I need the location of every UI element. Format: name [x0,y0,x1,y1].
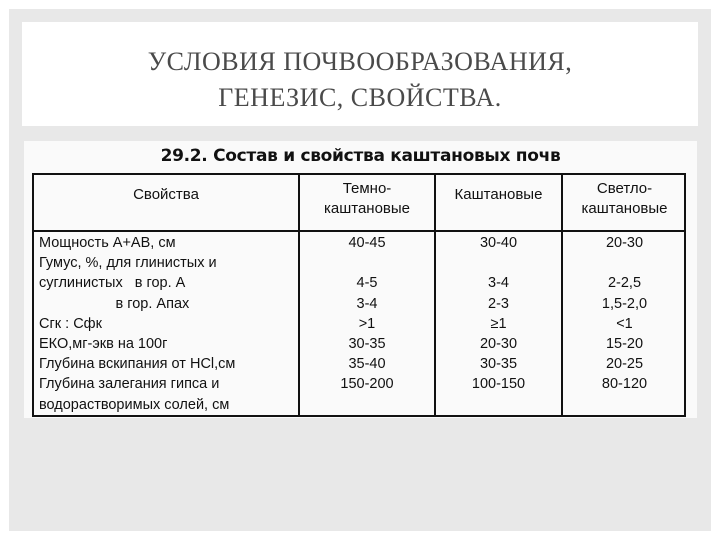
table-cell-value: >1 [358,315,376,332]
table-cell-value: 2-3 [488,295,509,312]
header-light-chestnut: Светло- каштановые [581,180,668,217]
property-label: Глубина залегания гипса и [39,376,220,393]
title-line-1: УСЛОВИЯ ПОЧВООБРАЗОВАНИЯ, [147,47,573,76]
table-cell-value: 20-30 [479,336,518,352]
table-cell-value: 3-4 [356,295,378,312]
table-cell-value: 100-150 [471,376,526,393]
table-cell-value: 150-200 [340,376,394,393]
table-cell-value: 15-20 [605,336,644,352]
header-divider [34,230,684,232]
table-cell-value: 35-40 [348,356,386,373]
property-label: Сгк : Сфк [39,315,102,332]
table-caption: 29.2. Состав и свойства каштановых почв [160,146,561,166]
table-cell-value: <1 [616,315,633,332]
title-line-2: ГЕНЕЗИС, СВОЙСТВА. [218,83,502,112]
header-dark-chestnut: Темно- каштановые [323,180,411,217]
table-cell-value: ≥1 [490,315,507,332]
table-cell-value: 30-40 [479,235,518,251]
property-label: Глубина вскипания от HCl,см [39,356,236,373]
table-cell-value: 1,5-2,0 [601,295,648,312]
properties-table [32,173,686,417]
table-cell-value: 2-2,5 [607,275,642,292]
table-cell-value: 20-30 [605,235,644,251]
table-cell-value: 40-45 [348,235,386,251]
property-label: ЕКО,мг-экв на 100г [39,336,168,352]
property-label: водорастворимых солей, см [39,396,230,413]
property-label: в гор. Апах [39,295,190,312]
table-cell-value: 30-35 [479,356,518,373]
table-cell-value: 30-35 [348,336,386,352]
property-label: Мощность А+АВ, см [39,235,176,251]
header-chestnut: Каштановые [454,186,543,203]
header-properties: Свойства [133,186,199,203]
table-cell-value: 3-4 [488,275,509,292]
property-label: Гумус, %, для глинистых и [39,255,217,272]
table-cell-value: 4-5 [356,275,378,292]
property-label: суглинистых в гор. А [39,275,186,292]
table-cell-value: 20-25 [605,356,644,373]
slide-title [22,22,698,126]
table-cell-value: 80-120 [601,376,648,393]
table-figure [24,141,697,418]
